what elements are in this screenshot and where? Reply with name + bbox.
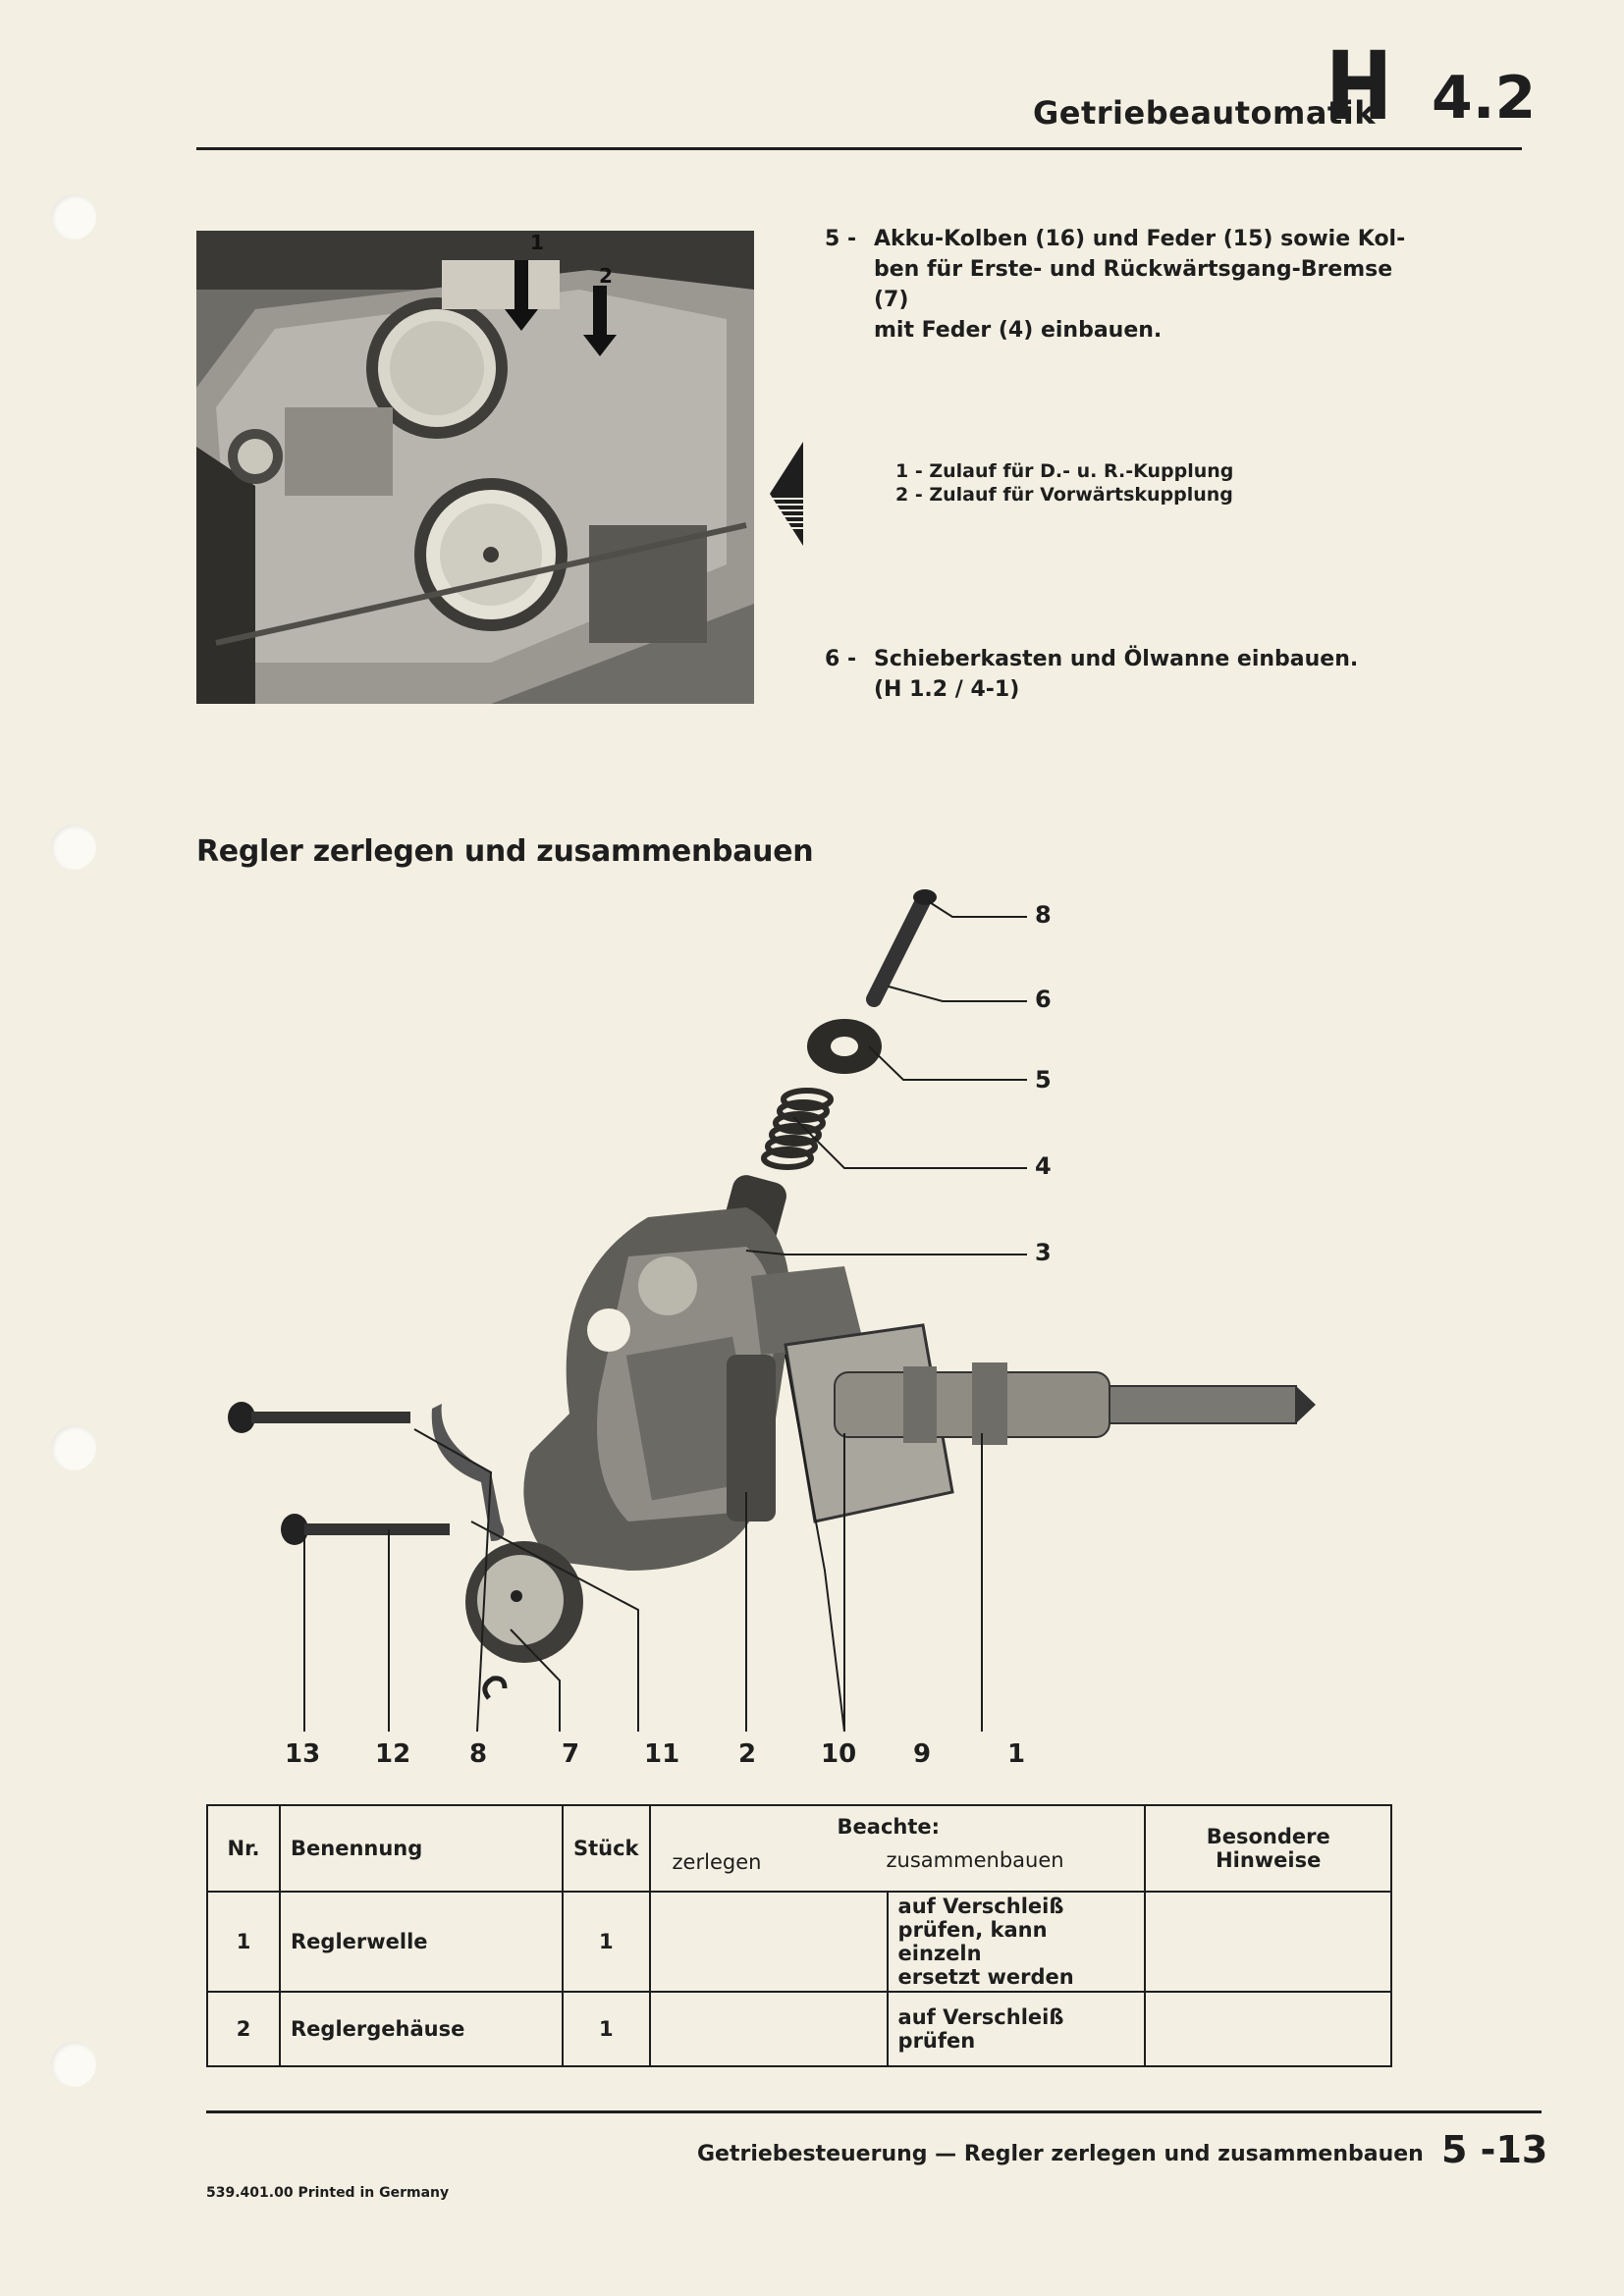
- footer-title: Getriebesteuerung — Regler zerlegen und zusammenbauen: [697, 2142, 1424, 2166]
- part-label: 9: [913, 1739, 932, 1769]
- col-header-stueck: Stück: [563, 1805, 650, 1892]
- col-header-benennung: Benennung: [280, 1805, 563, 1892]
- cell-zusammenbauen: [888, 1892, 1146, 1992]
- part-label: 12: [375, 1739, 411, 1769]
- part-label: 1: [1007, 1739, 1026, 1769]
- cell-benennung: Reglerwelle: [280, 1892, 563, 1992]
- col-header-nr: Nr.: [207, 1805, 280, 1892]
- bolt-part-13: [228, 1402, 410, 1433]
- chapter-number: 4.2: [1432, 64, 1537, 133]
- step-5: [825, 224, 1414, 343]
- part-label: 3: [1035, 1239, 1052, 1266]
- punch-hole-3: [51, 1425, 96, 1470]
- step-text-line: mit Feder (4) einbauen.: [874, 318, 1163, 343]
- chapter-letter: H: [1326, 31, 1393, 141]
- table-header-row: [207, 1805, 1391, 1892]
- cell-nr: 2: [207, 1992, 280, 2066]
- cell-text-line: prüfen: [897, 2029, 976, 2053]
- zusammenbauen-label: zusammenbauen: [886, 1848, 1064, 1872]
- cell-text-line: ersetzt werden: [897, 1965, 1074, 1989]
- step-text-line: Akku-Kolben (16) und Feder (15) sowie Kol-: [874, 227, 1406, 251]
- cell-nr: 1: [207, 1892, 280, 1992]
- cell-hinweise: [1145, 1992, 1391, 2066]
- punch-hole-4: [51, 2042, 96, 2087]
- part-label: 10: [821, 1739, 857, 1769]
- governor-exploded-diagram: [196, 883, 1414, 1787]
- photo-arrow-label-2: 2: [599, 264, 613, 288]
- cell-zerlegen: [650, 1992, 888, 2066]
- cell-zerlegen: [650, 1892, 888, 1992]
- cell-stueck: 1: [563, 1992, 650, 2066]
- bolt-part-12: [281, 1514, 450, 1545]
- part-label: 4: [1035, 1152, 1052, 1180]
- cell-text-line: auf Verschleiß: [897, 2005, 1064, 2029]
- cell-text-line: prüfen, kann einzeln: [897, 1918, 1048, 1965]
- legend-item: 2 - Zulauf für Vorwärtskupplung: [895, 484, 1233, 506]
- part-label: 8: [469, 1739, 488, 1769]
- section-header-title: Getriebeautomatik: [1033, 94, 1376, 132]
- col-header-hinweise: Besondere Hinweise: [1145, 1805, 1391, 1892]
- photo-legend: [895, 459, 1233, 507]
- col-header-beachte: [650, 1805, 1146, 1892]
- beachte-label: Beachte:: [837, 1815, 941, 1839]
- step-text-line: ben für Erste- und Rückwärtsgang-Bremse (7): [874, 257, 1393, 312]
- part-label: 5: [1035, 1066, 1052, 1094]
- cell-zusammenbauen: [888, 1992, 1146, 2066]
- header-rule: [196, 147, 1522, 150]
- pin-part-8: [874, 889, 937, 999]
- section-title: Regler zerlegen und zusammenbauen: [196, 834, 814, 869]
- transmission-photo: [196, 231, 754, 704]
- parts-table: [206, 1804, 1392, 2067]
- print-note: 539.401.00 Printed in Germany: [206, 2185, 450, 2201]
- photo-arrow-label-1: 1: [530, 231, 544, 254]
- cell-text-line: auf Verschleiß: [897, 1895, 1064, 1918]
- part-label: 8: [1035, 901, 1052, 929]
- step-text-line: Schieberkasten und Ölwanne einbauen.: [874, 647, 1359, 671]
- legend-item: 1 - Zulauf für D.- u. R.-Kupplung: [895, 460, 1234, 482]
- step-text-line: (H 1.2 / 4-1): [874, 677, 1020, 702]
- punch-hole-2: [51, 825, 96, 870]
- step-number: 5 -: [825, 227, 857, 251]
- cell-stueck: 1: [563, 1892, 650, 1992]
- step-6: [825, 644, 1414, 713]
- part-label: 2: [738, 1739, 757, 1769]
- table-row: [207, 1992, 1391, 2066]
- page-number: 5 -13: [1441, 2128, 1548, 2171]
- table-row: [207, 1892, 1391, 1992]
- part-label: 13: [285, 1739, 321, 1769]
- zerlegen-label: zerlegen: [672, 1850, 762, 1874]
- punch-hole-1: [51, 194, 96, 240]
- footer-rule: [206, 2110, 1542, 2113]
- step-number: 6 -: [825, 647, 857, 671]
- part-label: 7: [562, 1739, 580, 1769]
- cell-benennung: Reglergehäuse: [280, 1992, 563, 2066]
- pointer-arrow-icon: [768, 440, 807, 548]
- cell-hinweise: [1145, 1892, 1391, 1992]
- part-label: 11: [644, 1739, 680, 1769]
- part-label: 6: [1035, 986, 1052, 1013]
